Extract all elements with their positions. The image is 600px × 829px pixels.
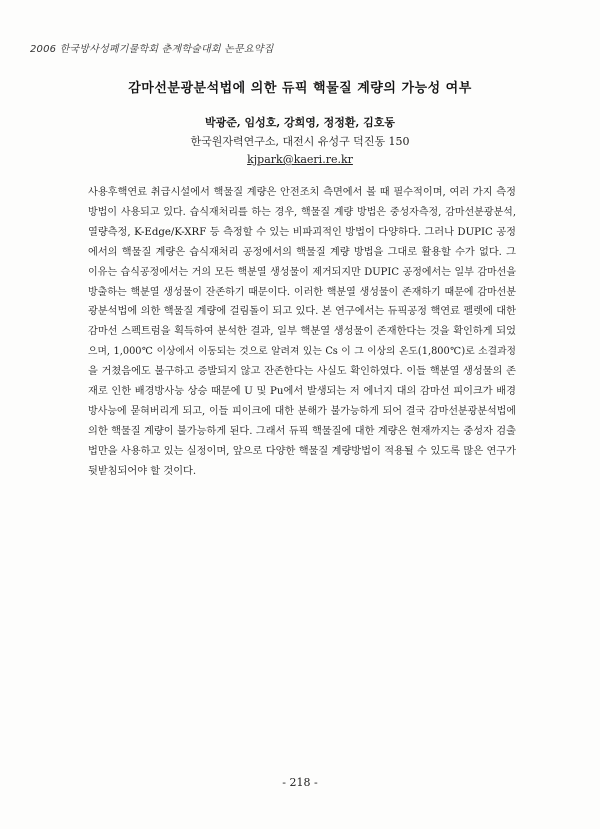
abstract-line: 뒷받침되어야 할 것이다.	[88, 465, 197, 477]
abstract-line: 을 거쳤음에도 불구하고 증발되지 않고 잔존한다는 사실도 확인하였다. 이들 핵분열 생성물의 존	[88, 366, 516, 378]
abstract-line: 에서의 핵물질 계량은 습식재처리 공정에서의 핵물질 계량 방법을 그대로 활용할 수가 없다. 그	[88, 246, 516, 258]
abstract-line: 방출하는 핵분열 생성물이 잔존하기 때문이다. 이러한 핵분열 생성물이 존재하기 때문에 감마선분	[88, 286, 516, 298]
abstract-line: 사용후핵연료 취급시설에서 핵물질 계량은 안전조치 측면에서 볼 때 필수적이며, 여러 가지 측정	[88, 187, 516, 198]
abstract-line: 광분석법에 의한 핵물질 계량에 걸림돌이 되고 있다. 본 연구에서는 듀픽공정 핵연료 펠렛에 대한	[88, 306, 516, 318]
abstract-line: 재로 인한 배경방사능 상승 때문에 U 및 Pu에서 발생되는 저 에너지 대의 감마선 피이크가 배경	[88, 386, 516, 398]
abstract-line: 법만을 사용하고 있는 실정이며, 앞으로 다양한 핵물질 계량방법이 적용될 수 있도록 많은 연구가	[88, 445, 516, 457]
abstract-line: 감마선 스펙트럼을 획득하여 분석한 결과, 일부 핵분열 생성물이 존재한다는 것을 확인하게 되었	[88, 326, 516, 338]
abstract-body	[88, 183, 516, 482]
page-number: - 218 -	[282, 776, 318, 789]
author-list: 박광준, 임성호, 강희영, 정정환, 김호동	[204, 116, 396, 129]
abstract-line: 방사능에 묻혀버리게 되고, 이들 피이크에 대한 분해가 불가능하게 되어 결국 감마선분광분석법에	[88, 405, 516, 417]
abstract-line: 으며, 1,000℃ 이상에서 이동되는 것으로 알려져 있는 Cs 이 그 이상의 온도(1,800℃)로 소결과정	[88, 346, 516, 358]
paper-title: 감마선분광분석법에 의한 듀픽 핵물질 계량의 가능성 여부	[128, 81, 472, 96]
author-email	[0, 153, 600, 166]
affiliation: 한국원자력연구소, 대전시 유성구 덕진동 150	[190, 135, 410, 148]
abstract-line: 이유는 습식공정에서는 거의 모든 핵분열 생성물이 제거되지만 DUPIC 공정에서는 일부 감마선을	[88, 266, 516, 278]
email-text: kjpark@kaeri.re.kr	[247, 153, 353, 166]
abstract-line: 열량측정, K-Edge/K-XRF 등 측정할 수 있는 비파괴적인 방법이 다양하다. 그러나 DUPIC 공정	[88, 226, 516, 238]
abstract-line: 의한 핵물질 계량이 불가능하게 된다. 그래서 듀픽 핵물질에 대한 계량은 현재까지는 중성자 검출	[88, 425, 516, 437]
running-header: 2006 한국방사성폐기물학회 춘계학술대회 논문요약집	[30, 44, 274, 55]
abstract-line: 방법이 사용되고 있다. 습식재처리를 하는 경우, 핵물질 계량 방법은 중성자측정, 감마선분광분석,	[88, 206, 516, 218]
